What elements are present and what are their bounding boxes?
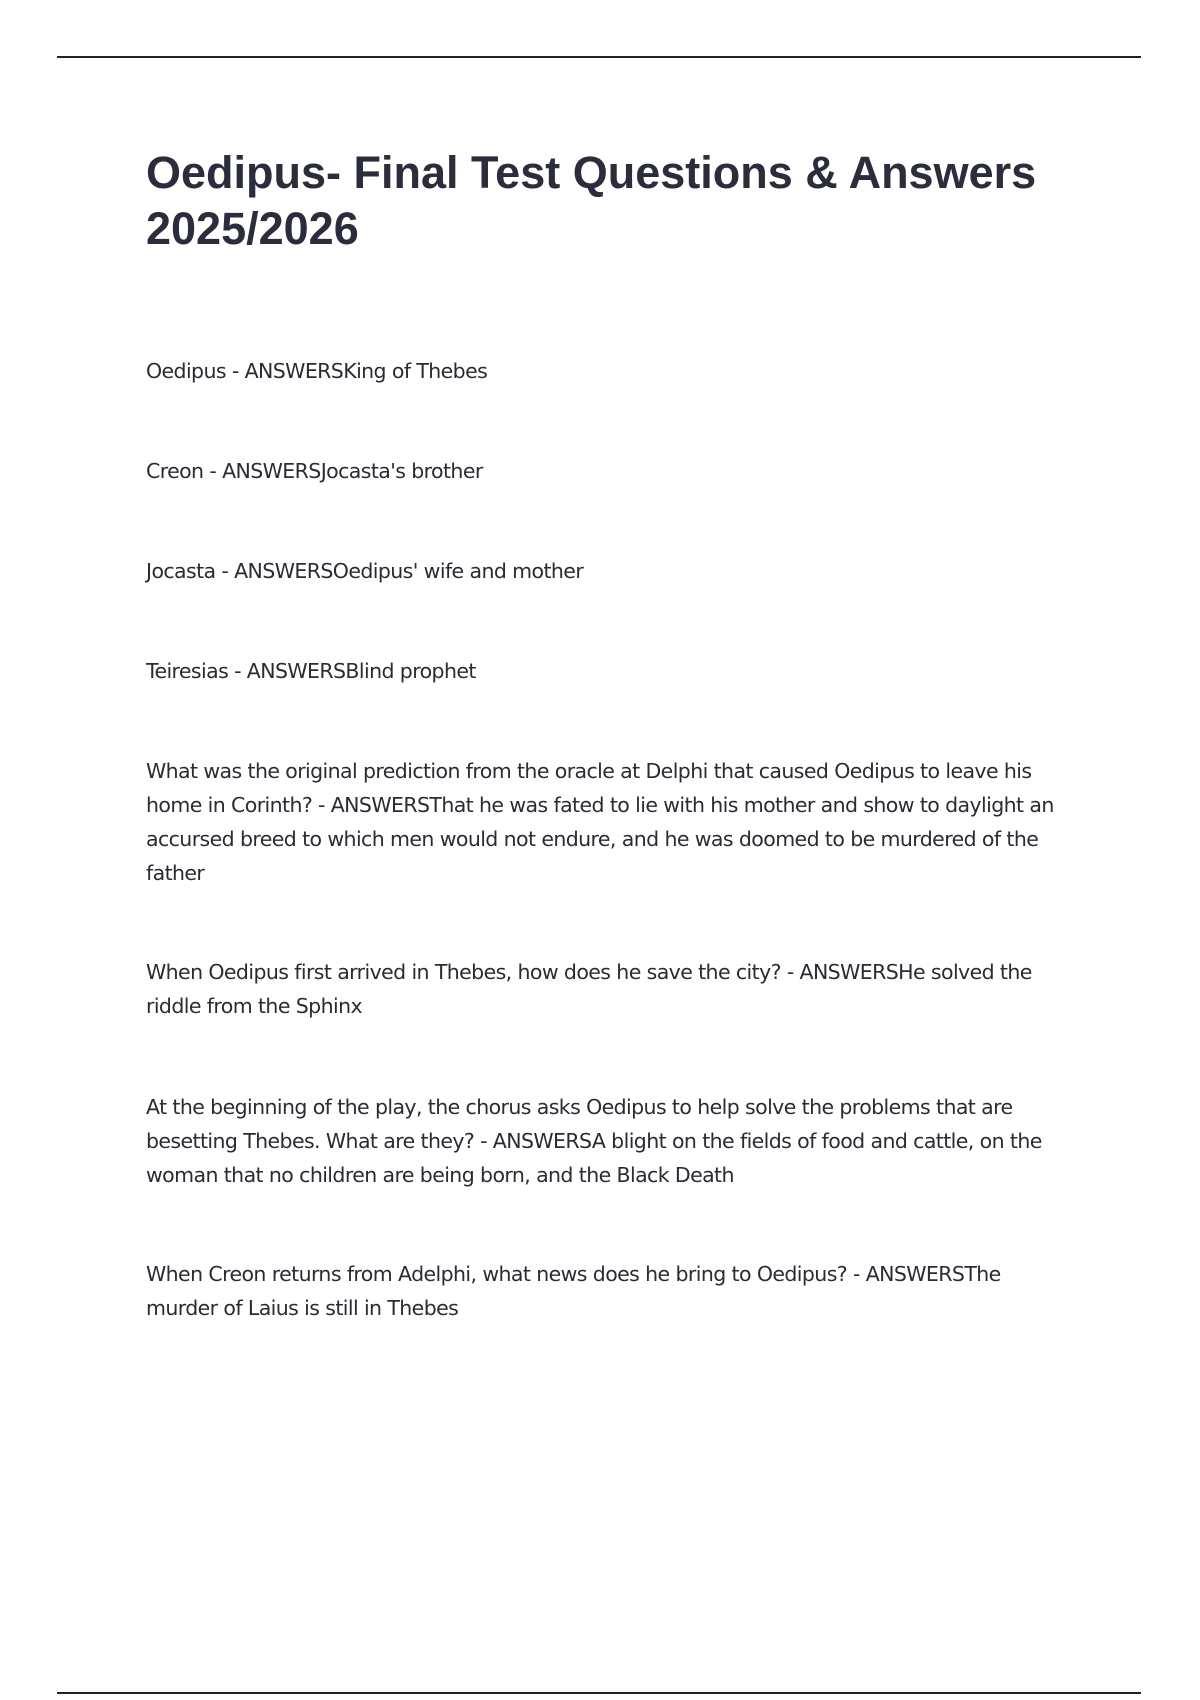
qa-item: Creon - ANSWERSJocasta's brother: [146, 459, 483, 483]
qa-item: Teiresias - ANSWERSBlind prophet: [146, 659, 476, 683]
top-rule: [57, 56, 1141, 58]
bottom-rule: [57, 1692, 1141, 1694]
qa-item: What was the original prediction from the oracle at Delphi that caused Oedipus to leave his home in Corinth? - ANSWERSThat he was fated to lie with his mother and show to daylight an accursed breed to which men would not endure, and he was doomed to be murdered of the father: [146, 759, 1054, 885]
document-title: Oedipus- Final Test Questions & Answers 2025/2026: [146, 147, 1037, 254]
qa-item: When Creon returns from Adelphi, what news does he bring to Oedipus? - ANSWERSThe murder of Laius is still in Thebes: [146, 1262, 1001, 1320]
qa-item: Oedipus - ANSWERSKing of Thebes: [146, 359, 488, 383]
qa-item: At the beginning of the play, the chorus asks Oedipus to help solve the problems that are besetting Thebes. What are they? - ANSWERSA blight on the fields of food and cattle, on the woman that no children are being born, and the Black Death: [146, 1095, 1042, 1187]
qa-item: When Oedipus first arrived in Thebes, how does he save the city? - ANSWERSHe solved the riddle from the Sphinx: [146, 960, 1032, 1018]
qa-item: Jocasta - ANSWERSOedipus' wife and mother: [146, 559, 584, 583]
